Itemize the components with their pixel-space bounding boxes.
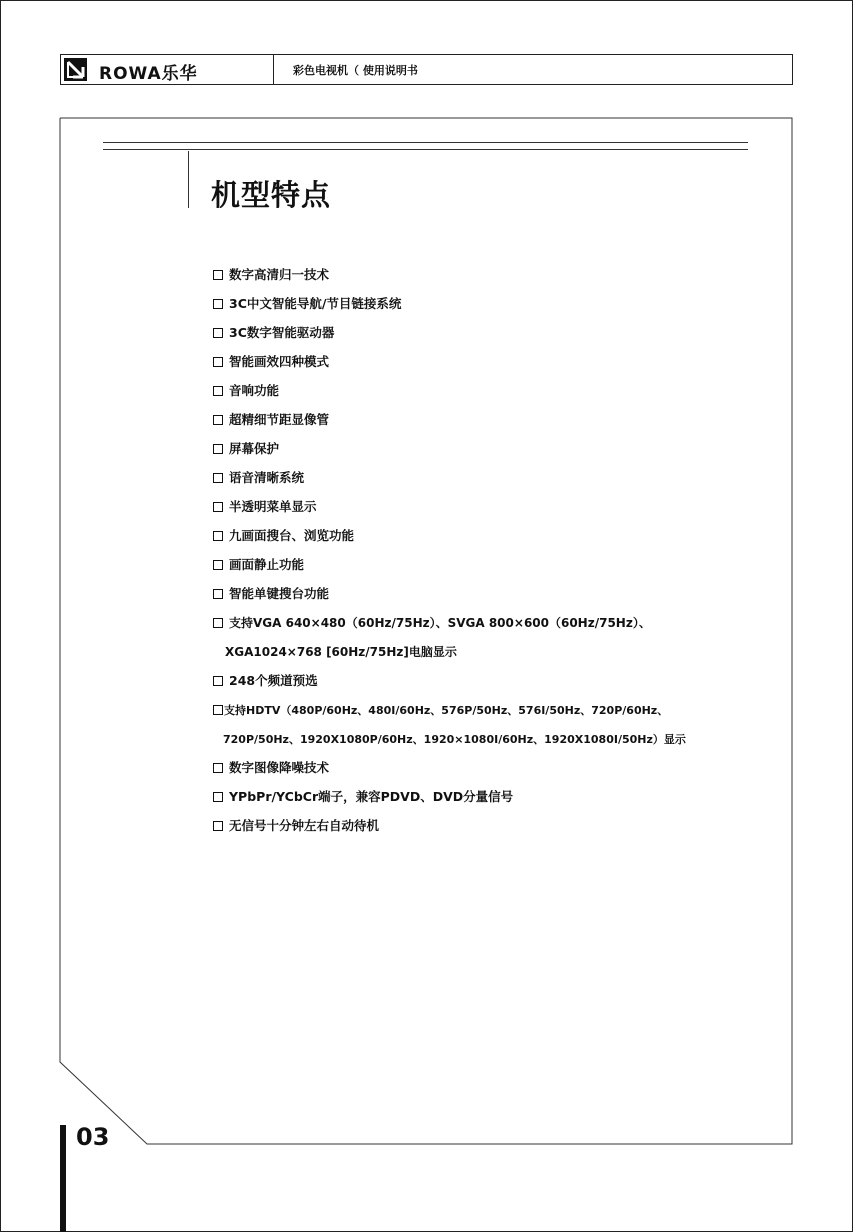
feature-list	[213, 260, 773, 840]
list-item: 屏幕保护	[213, 434, 773, 463]
checkbox-icon	[213, 792, 223, 802]
list-item: 无信号十分钟左右自动待机	[213, 811, 773, 840]
checkbox-icon	[213, 560, 223, 570]
list-item: 音响功能	[213, 376, 773, 405]
checkbox-icon	[213, 821, 223, 831]
checkbox-icon	[213, 473, 223, 483]
checkbox-icon	[213, 444, 223, 454]
checkbox-icon	[213, 270, 223, 280]
document-title: 彩色电视机（ 使用说明书	[293, 64, 418, 77]
checkbox-icon	[213, 386, 223, 396]
list-item: YPbPr/YCbCr端子，兼容PDVD、DVD分量信号	[213, 782, 773, 811]
list-item-vga: 支持VGA 640×480（60Hz/75Hz）、SVGA 800×600（60Hz/75Hz）、 XGA1024×768 [60Hz/75Hz]电脑显示	[213, 608, 773, 666]
checkbox-icon	[213, 502, 223, 512]
list-item: 数字图像降噪技术	[213, 753, 773, 782]
list-item: 智能画效四种模式	[213, 347, 773, 376]
title-rule-bottom	[103, 149, 748, 150]
page-number: 03	[76, 1123, 110, 1151]
brand-name: ROWA乐华	[99, 64, 198, 84]
checkbox-icon	[213, 763, 223, 773]
checkbox-icon	[213, 676, 223, 686]
title-rule-top	[103, 142, 748, 143]
checkbox-icon	[213, 705, 223, 715]
list-item: 3C中文智能导航/节目链接系统	[213, 289, 773, 318]
list-item: 超精细节距显像管	[213, 405, 773, 434]
page-title: 机型特点	[211, 178, 332, 212]
list-item: 3C数字智能驱动器	[213, 318, 773, 347]
page-number-bar	[60, 1125, 66, 1232]
list-item: 语音清晰系统	[213, 463, 773, 492]
checkbox-icon	[213, 415, 223, 425]
list-item: 248个频道预选	[213, 666, 773, 695]
checkbox-icon	[213, 357, 223, 367]
list-item-hdtv: 支持HDTV（480P/60Hz、480I/60Hz、576P/50Hz、576I/50Hz、720P/60Hz、 720P/50Hz、1920X1080P/60Hz、1920×1080I/60Hz、1920X1080I/50Hz）显示	[213, 695, 773, 753]
list-item: 半透明菜单显示	[213, 492, 773, 521]
checkbox-icon	[213, 299, 223, 309]
list-item: 智能单键搜台功能	[213, 579, 773, 608]
list-item: 九画面搜台、浏览功能	[213, 521, 773, 550]
checkbox-icon	[213, 328, 223, 338]
checkbox-icon	[213, 589, 223, 599]
checkbox-icon	[213, 618, 223, 628]
list-item: 画面静止功能	[213, 550, 773, 579]
checkbox-icon	[213, 531, 223, 541]
title-vertical-rule	[188, 151, 189, 208]
list-item: 数字高清归一技术	[213, 260, 773, 289]
